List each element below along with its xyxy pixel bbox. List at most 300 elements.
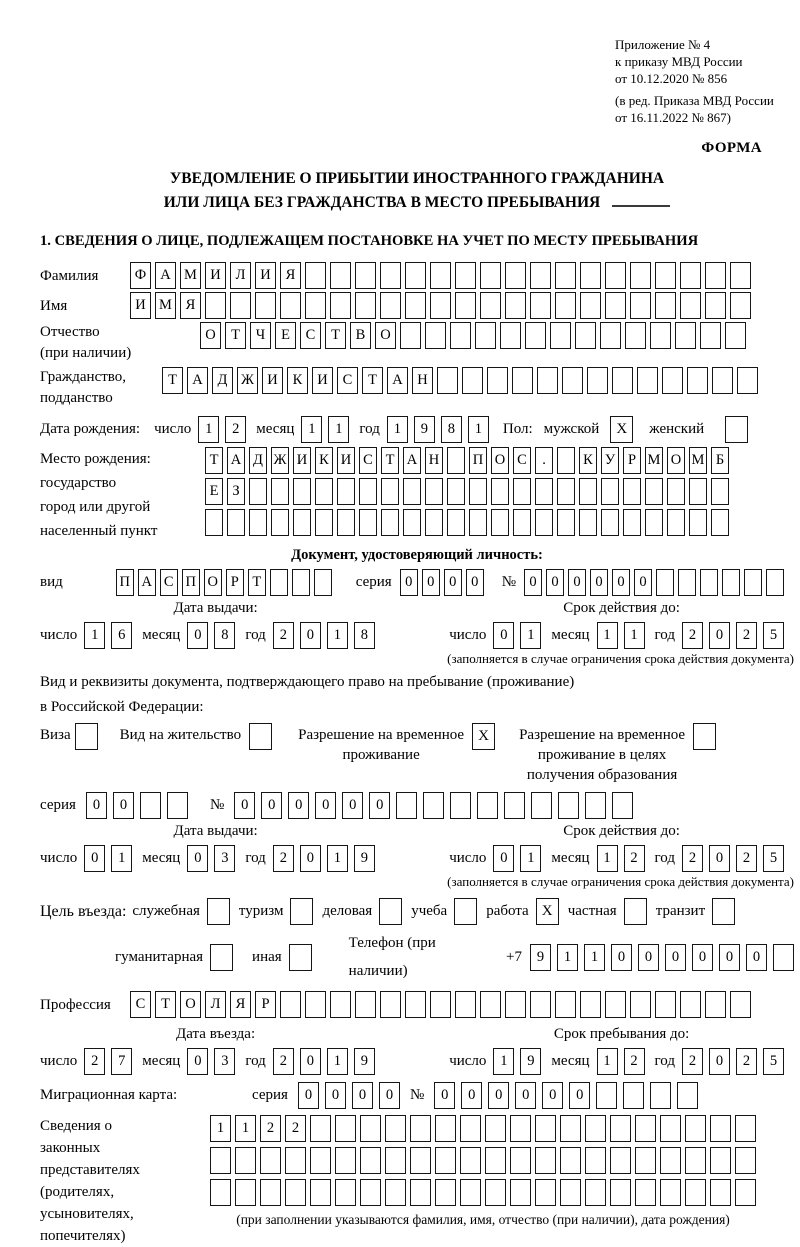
residence-issue-group: [40, 844, 391, 872]
char-cell: [210, 1179, 231, 1206]
patronymic-cells: [200, 322, 746, 349]
char-cell: [167, 792, 188, 819]
char-cell: О: [180, 991, 201, 1018]
char-cell: [469, 478, 487, 505]
birth-year-cells: [387, 416, 489, 443]
visit-purpose-row: [40, 898, 794, 925]
char-cell: 1: [301, 416, 322, 443]
char-cell: [335, 1147, 356, 1174]
char-cell: [512, 367, 533, 394]
char-cell: 0: [719, 944, 740, 971]
birth-day-cells: [198, 416, 246, 443]
char-cell: [730, 262, 751, 289]
char-cell: [359, 478, 377, 505]
surname-label: Фамилия: [40, 268, 99, 284]
char-cell: 1: [328, 416, 349, 443]
residence-doc-line2: в Российской Федерации:: [40, 699, 204, 715]
char-cell: [249, 478, 267, 505]
char-cell: [705, 262, 726, 289]
year-label: год: [245, 627, 266, 643]
char-cell: С: [300, 322, 321, 349]
char-cell: [601, 509, 619, 536]
text-line: получения образования: [526, 767, 678, 783]
char-cell: 0: [187, 845, 208, 872]
char-cell: [711, 509, 729, 536]
char-cell: А: [155, 262, 176, 289]
purpose-other-checkbox: [289, 944, 312, 971]
char-cell: [623, 1082, 644, 1109]
char-cell: О: [491, 447, 509, 474]
char-cell: [655, 991, 676, 1018]
purpose-study-checkbox: [454, 898, 477, 925]
form-title-line1: УВЕДОМЛЕНИЕ О ПРИБЫТИИ ИНОСТРАННОГО ГРАЖДАНИНА: [169, 170, 665, 187]
form-label: ФОРМА: [701, 140, 762, 156]
text-line: Виза: [40, 727, 71, 743]
char-cell: 0: [634, 569, 652, 596]
char-cell: Я: [180, 292, 201, 319]
char-cell: [585, 792, 606, 819]
char-cell: 0: [298, 1082, 319, 1109]
char-cell: [680, 262, 701, 289]
char-cell: [667, 509, 685, 536]
residence-validity-note: (заполняется в случае ограничения срока действия документа): [447, 874, 794, 889]
char-cell: [504, 792, 525, 819]
char-cell: [535, 1179, 556, 1206]
char-cell: [430, 991, 451, 1018]
char-cell: [625, 322, 646, 349]
citizenship-label: [40, 367, 162, 409]
char-cell: [579, 478, 597, 505]
char-cell: [447, 478, 465, 505]
residence-expiry-group: [449, 844, 794, 872]
char-cell: К: [315, 447, 333, 474]
char-cell: И: [262, 367, 283, 394]
char-cell: [337, 478, 355, 505]
char-cell: А: [403, 447, 421, 474]
representatives-row3: [210, 1179, 756, 1206]
char-cell: [227, 509, 245, 536]
char-cell: [550, 322, 571, 349]
residence-expiry-year: [682, 845, 784, 872]
char-cell: [410, 1115, 431, 1142]
char-cell: [585, 1147, 606, 1174]
char-cell: [510, 1179, 531, 1206]
citizenship-row: [40, 367, 794, 409]
profession-row: [40, 991, 794, 1018]
char-cell: 9: [530, 944, 551, 971]
char-cell: 0: [400, 569, 418, 596]
option-temp-residence: [298, 725, 495, 765]
char-cell: Ф: [130, 262, 151, 289]
char-cell: [685, 1179, 706, 1206]
char-cell: Е: [275, 322, 296, 349]
char-cell: Л: [230, 262, 251, 289]
char-cell: М: [689, 447, 707, 474]
char-cell: [310, 1179, 331, 1206]
char-cell: [310, 1147, 331, 1174]
char-cell: [557, 478, 575, 505]
issue-date-heading: Дата выдачи:: [173, 823, 258, 839]
residence-expiry-col: [449, 823, 794, 872]
residence-number-cells: [234, 792, 633, 819]
char-cell: [435, 1115, 456, 1142]
sex-label: Пол:: [502, 421, 533, 437]
char-cell: [610, 1179, 631, 1206]
char-cell: [205, 509, 223, 536]
char-cell: [580, 292, 601, 319]
char-cell: [710, 1115, 731, 1142]
char-cell: Р: [623, 447, 641, 474]
char-cell: Б: [711, 447, 729, 474]
char-cell: А: [187, 367, 208, 394]
valid-until-heading: Срок действия до:: [563, 823, 680, 839]
char-cell: [485, 1147, 506, 1174]
option-residence-permit: [120, 725, 272, 750]
char-cell: [680, 292, 701, 319]
identity-issue-group: [40, 621, 391, 649]
day-label: число: [40, 1053, 78, 1069]
char-cell: [235, 1147, 256, 1174]
option-visa-label: [40, 725, 71, 745]
char-cell: [555, 991, 576, 1018]
char-cell: [744, 569, 762, 596]
purpose-other-label: иная: [252, 948, 282, 965]
text-line: Сведения о: [40, 1118, 112, 1134]
char-cell: [271, 509, 289, 536]
char-cell: 0: [113, 792, 134, 819]
char-cell: [557, 509, 575, 536]
option-temp-residence-education-label: [519, 725, 685, 785]
char-cell: [380, 292, 401, 319]
char-cell: 0: [665, 944, 686, 971]
issue-date-heading: Дата выдачи:: [173, 600, 258, 616]
text-line: Приложение № 4: [615, 37, 711, 52]
char-cell: [491, 478, 509, 505]
purpose-study: [411, 898, 477, 925]
phone-prefix: +7: [506, 949, 522, 965]
identity-expiry-group: [449, 621, 794, 649]
char-cell: 1: [597, 622, 618, 649]
char-cell: [530, 292, 551, 319]
char-cell: [505, 262, 526, 289]
purpose-private: [568, 898, 647, 925]
purpose-humanitarian: [115, 944, 233, 971]
char-cell: [585, 1179, 606, 1206]
char-cell: [580, 262, 601, 289]
char-cell: Р: [226, 569, 244, 596]
char-cell: [477, 792, 498, 819]
char-cell: 0: [692, 944, 713, 971]
char-cell: [249, 509, 267, 536]
text-line: населенный пункт: [40, 523, 158, 539]
char-cell: [555, 262, 576, 289]
identity-expiry-month: [597, 622, 645, 649]
char-cell: [700, 569, 718, 596]
char-cell: 0: [325, 1082, 346, 1109]
char-cell: [235, 1179, 256, 1206]
char-cell: 0: [434, 1082, 455, 1109]
text-line: Разрешение на временное: [298, 727, 465, 743]
series-label: серия: [252, 1087, 288, 1103]
char-cell: [330, 262, 351, 289]
char-cell: [423, 792, 444, 819]
char-cell: [330, 991, 351, 1018]
char-cell: [710, 1147, 731, 1174]
entry-dates: [40, 1026, 794, 1075]
char-cell: 0: [187, 1048, 208, 1075]
char-cell: [645, 478, 663, 505]
char-cell: [485, 1179, 506, 1206]
char-cell: [675, 322, 696, 349]
day-label: число: [449, 627, 487, 643]
char-cell: [480, 262, 501, 289]
identity-issue-col: [40, 600, 391, 649]
identity-expiry-day: [493, 622, 541, 649]
char-cell: 0: [288, 792, 309, 819]
char-cell: [355, 991, 376, 1018]
char-cell: 7: [111, 1048, 132, 1075]
char-cell: С: [513, 447, 531, 474]
representatives-cells-block: [210, 1115, 756, 1247]
char-cell: К: [287, 367, 308, 394]
female-checkbox: [725, 416, 748, 443]
purpose-business-label: деловая: [322, 903, 373, 919]
residence-expiry-month: [597, 845, 645, 872]
char-cell: 1: [624, 622, 645, 649]
phone-cells: [530, 944, 794, 971]
entry-date-heading: Дата въезда:: [176, 1026, 256, 1042]
char-cell: Ч: [250, 322, 271, 349]
char-cell: Ж: [237, 367, 258, 394]
char-cell: [735, 1147, 756, 1174]
char-cell: [773, 944, 794, 971]
char-cell: 9: [354, 845, 375, 872]
text-line: подданство: [40, 390, 113, 406]
char-cell: 0: [461, 1082, 482, 1109]
char-cell: 1: [468, 416, 489, 443]
char-cell: [480, 292, 501, 319]
option-residence-permit-label: [120, 725, 241, 745]
char-cell: О: [667, 447, 685, 474]
char-cell: Ж: [271, 447, 289, 474]
day-label: число: [40, 627, 78, 643]
char-cell: [710, 1179, 731, 1206]
char-cell: .: [535, 447, 553, 474]
char-cell: [505, 991, 526, 1018]
char-cell: [722, 569, 740, 596]
purpose-tourism-label: туризм: [238, 903, 284, 919]
option-temp-residence-education: [519, 725, 716, 785]
char-cell: Т: [162, 367, 183, 394]
char-cell: 0: [542, 1082, 563, 1109]
char-cell: [400, 322, 421, 349]
char-cell: Д: [212, 367, 233, 394]
char-cell: [435, 1179, 456, 1206]
char-cell: [513, 478, 531, 505]
char-cell: 0: [300, 622, 321, 649]
text-line: представителях: [40, 1162, 140, 1178]
representatives-note: (при заполнении указываются фамилия, имя, отчество (при наличии), дата рождения): [236, 1212, 730, 1227]
year-label: год: [654, 627, 675, 643]
char-cell: С: [359, 447, 377, 474]
char-cell: Н: [425, 447, 443, 474]
char-cell: Н: [412, 367, 433, 394]
month-label: месяц: [551, 1053, 590, 1069]
char-cell: [205, 292, 226, 319]
char-cell: [491, 509, 509, 536]
day-label: число: [449, 850, 487, 866]
char-cell: [558, 792, 579, 819]
char-cell: 2: [273, 1048, 294, 1075]
char-cell: О: [200, 322, 221, 349]
profession-label: Профессия: [40, 997, 111, 1013]
stay-until-col: [449, 1026, 794, 1075]
char-cell: А: [227, 447, 245, 474]
char-cell: 1: [584, 944, 605, 971]
char-cell: [462, 367, 483, 394]
female-label: женский: [649, 421, 705, 437]
char-cell: 2: [682, 1048, 703, 1075]
char-cell: 1: [84, 622, 105, 649]
char-cell: [450, 322, 471, 349]
month-label: месяц: [551, 627, 590, 643]
text-line: законных: [40, 1140, 101, 1156]
char-cell: [612, 792, 633, 819]
residence-series-cells: [86, 792, 188, 819]
char-cell: [630, 292, 651, 319]
char-cell: [677, 1082, 698, 1109]
char-cell: [430, 262, 451, 289]
char-cell: [735, 1115, 756, 1142]
char-cell: 5: [763, 845, 784, 872]
char-cell: 2: [225, 416, 246, 443]
char-cell: 0: [234, 792, 255, 819]
char-cell: 0: [352, 1082, 373, 1109]
char-cell: 0: [187, 622, 208, 649]
char-cell: [410, 1147, 431, 1174]
char-cell: [685, 1147, 706, 1174]
entry-date-col: [40, 1026, 391, 1075]
char-cell: [435, 1147, 456, 1174]
char-cell: [557, 447, 575, 474]
char-cell: [530, 991, 551, 1018]
char-cell: 9: [354, 1048, 375, 1075]
char-cell: [510, 1147, 531, 1174]
char-cell: [535, 509, 553, 536]
char-cell: И: [130, 292, 151, 319]
char-cell: [605, 262, 626, 289]
surname-row: [40, 262, 794, 289]
purpose-official-checkbox: [207, 898, 230, 925]
temp-residence-education-checkbox: [693, 723, 716, 750]
char-cell: [403, 509, 421, 536]
char-cell: [335, 1115, 356, 1142]
char-cell: [315, 478, 333, 505]
birth-date-label: Дата рождения:: [40, 421, 141, 437]
char-cell: [635, 1115, 656, 1142]
char-cell: М: [155, 292, 176, 319]
purpose-transit: [656, 898, 735, 925]
option-visa: [40, 725, 98, 750]
text-line: проживание: [342, 747, 420, 763]
char-cell: [396, 792, 417, 819]
purpose-official: [132, 898, 230, 925]
char-cell: [140, 792, 161, 819]
form-title-line2: ИЛИ ЛИЦА БЕЗ ГРАЖДАНСТВА В МЕСТО ПРЕБЫВАНИЯ: [40, 191, 794, 215]
text-line: город или другой: [40, 499, 151, 515]
char-cell: [293, 509, 311, 536]
year-label: год: [654, 1053, 675, 1069]
char-cell: [560, 1179, 581, 1206]
char-cell: Т: [205, 447, 223, 474]
char-cell: [410, 1179, 431, 1206]
char-cell: [437, 367, 458, 394]
char-cell: [455, 292, 476, 319]
char-cell: [310, 1115, 331, 1142]
char-cell: [687, 367, 708, 394]
text-line: (при наличии): [40, 345, 132, 361]
char-cell: [623, 478, 641, 505]
text-line: к приказу МВД России: [615, 54, 743, 69]
char-cell: [605, 292, 626, 319]
char-cell: З: [227, 478, 245, 505]
char-cell: У: [601, 447, 619, 474]
text-line: Место рождения:: [40, 451, 151, 467]
representatives-block: [40, 1115, 794, 1247]
char-cell: [270, 569, 288, 596]
stay-day-cells: [493, 1048, 541, 1075]
char-cell: 6: [111, 622, 132, 649]
char-cell: [610, 1115, 631, 1142]
char-cell: [330, 292, 351, 319]
char-cell: [305, 292, 326, 319]
char-cell: 0: [515, 1082, 536, 1109]
char-cell: 2: [273, 622, 294, 649]
option-temp-residence-label: [298, 725, 464, 765]
char-cell: [575, 322, 596, 349]
residence-issue-month: [187, 845, 235, 872]
char-cell: [455, 991, 476, 1018]
char-cell: [405, 991, 426, 1018]
identity-expiry-year: [682, 622, 784, 649]
purpose-tourism-checkbox: [290, 898, 313, 925]
char-cell: [655, 292, 676, 319]
char-cell: 0: [746, 944, 767, 971]
char-cell: [525, 322, 546, 349]
char-cell: [580, 991, 601, 1018]
char-cell: Д: [249, 447, 267, 474]
char-cell: [260, 1179, 281, 1206]
char-cell: 2: [285, 1115, 306, 1142]
year-label: год: [359, 421, 380, 437]
char-cell: [711, 478, 729, 505]
text-line: государство: [40, 475, 117, 491]
char-cell: [385, 1115, 406, 1142]
residence-expiry-day: [493, 845, 541, 872]
char-cell: [360, 1147, 381, 1174]
purpose-work-checkbox: X: [536, 898, 559, 925]
char-cell: 0: [300, 1048, 321, 1075]
citizenship-cells: [162, 367, 758, 394]
text-line: Отчество: [40, 324, 100, 340]
char-cell: 1: [198, 416, 219, 443]
profession-cells: [130, 991, 751, 1018]
section1-heading: 1. СВЕДЕНИЯ О ЛИЦЕ, ПОДЛЕЖАЩЕМ ПОСТАНОВКЕ НА УЧЕТ ПО МЕСТУ ПРЕБЫВАНИЯ: [40, 233, 699, 249]
purpose-business: [322, 898, 402, 925]
char-cell: [660, 1179, 681, 1206]
char-cell: М: [645, 447, 663, 474]
birth-date-row: [40, 415, 794, 443]
